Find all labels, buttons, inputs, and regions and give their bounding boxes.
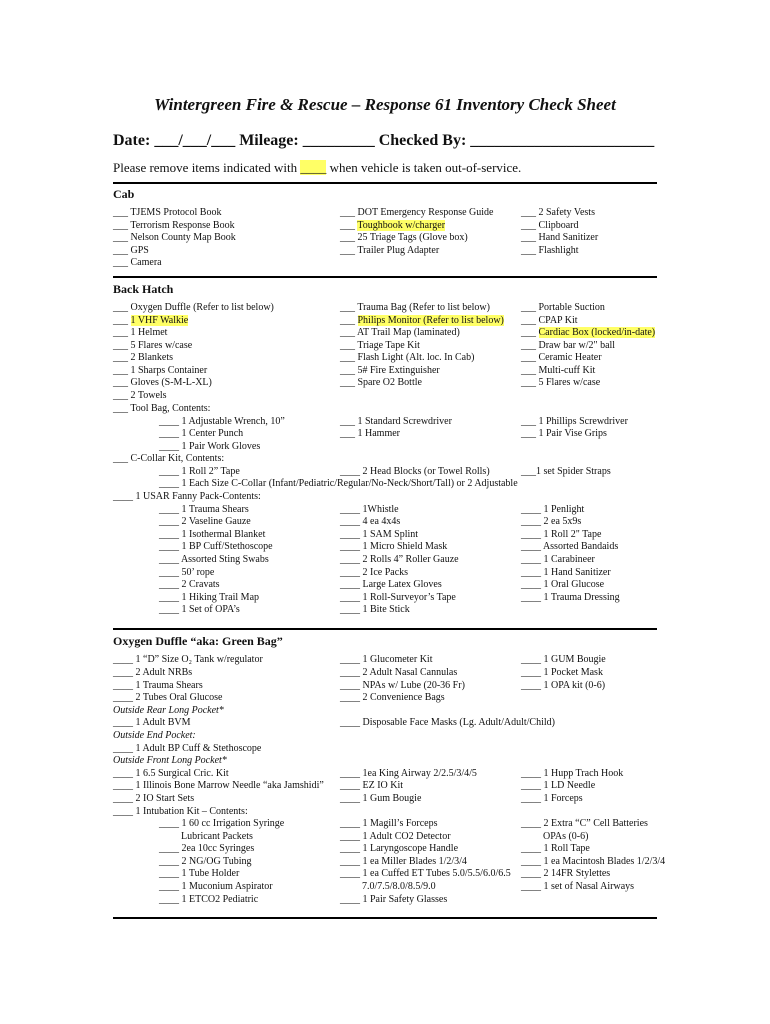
page-title: Wintergreen Fire & Rescue – Response 61 Inventory Check Sheet [154,95,616,114]
checklist-item: ___ Flash Light (Alt. loc. In Cab) [340,352,475,363]
subsection-label: Outside Front Long Pocket* [113,755,227,766]
checklist-item: ____ 2 Vaseline Gauze [159,516,251,527]
checklist-item: ____ 1 Magill’s Forceps [340,818,438,829]
check-blank: ___ [340,220,358,231]
checklist-item: 7.0/7.5/8.0/8.5/9.0 [362,881,436,892]
checklist-item: ____ 1 Pocket Mask [521,667,603,678]
out-of-service-notice [113,160,521,176]
checklist-item: ___ Spare O2 Bottle [340,377,422,388]
checklist-item: ____ Assorted Bandaids [521,541,619,552]
checklist-item: ____ 1 Set of OPA’s [159,604,240,615]
section-heading-oxygen-duffle: Oxygen Duffle “aka: Green Bag” [113,634,283,648]
checklist-item: ___ DOT Emergency Response Guide [340,207,494,218]
checklist-item: ____ 1 ea Cuffed ET Tubes 5.0/5.5/6.0/6.5 [340,868,511,879]
check-blank: ___ [521,327,539,338]
checklist-item: ____ 2 NG/OG Tubing [159,856,252,867]
checklist-item: ___ Ceramic Heater [521,352,602,363]
checklist-item: ___ 2 Towels [113,390,167,401]
checklist-item: ____ 2 Cravats [159,579,220,590]
section-divider [113,917,657,919]
checklist-item: ____ 1 Each Size C-Collar (Infant/Pediatric/Regular/No-Neck/Short/Tall) or 2 Adjustable [159,478,518,489]
checklist-item: ___ 1 Pair Vise Grips [521,428,607,439]
checklist-item: ____ 1 Isothermal Blanket [159,529,266,540]
highlighted-item-label: Philips Monitor (Refer to list below) [357,315,504,326]
checklist-item: ____ 1 Pair Work Gloves [159,441,261,452]
notice-highlight-marker: ____ [300,160,327,175]
checklist-item: ____ 1 USAR Fanny Pack-Contents: [113,491,261,502]
checklist-item: ___1 set Spider Straps [521,466,611,477]
checklist-item: ____ 1 set of Nasal Airways [521,881,635,892]
checklist-item: ____ 1 Intubation Kit – Contents: [113,806,248,817]
checklist-item: ____ 2 Adult Nasal Cannulas [340,667,458,678]
checklist-item: ____ 1 Roll-Surveyor’s Tape [340,592,456,603]
checklist-item: ____ 1 Oral Glucose [521,579,605,590]
highlighted-item-label: 1 VHF Walkie [130,315,189,326]
checklist-item: Lubricant Packets [181,831,253,842]
checklist-item: ____ 1 “D” Size O₂ Tank w/regulator [113,654,263,665]
checklist-item: ____ Disposable Face Masks (Lg. Adult/Adult/Child) [340,717,555,728]
checklist-item: ___ Gloves (S-M-L-XL) [113,377,212,388]
section-divider [113,628,657,630]
section-divider [113,182,657,184]
checklist-item: ____ 1 Muconium Aspirator [159,881,273,892]
date-mileage-checked-by-line: Date: ___/___/___ Mileage: _________ Checked By: _______________________ [113,132,655,149]
checklist-item: ___ Draw bar w/2" ball [521,340,616,351]
section-divider [113,276,657,278]
checklist-item: ____ 1 Carabineer [521,554,595,565]
checklist-item: ___ 5 Flares w/case [113,340,193,351]
checklist-item: ____ 1 Hand Sanitizer [521,567,611,578]
checklist-item: ____ 1 Laryngoscope Handle [340,843,459,854]
checklist-item: ____ 1 Adjustable Wrench, 10” [159,416,285,427]
checklist-item: ____ 2 Convenience Bags [340,692,445,703]
highlighted-item-label: Toughbook w/charger [357,220,446,231]
checklist-item: ___ Flashlight [521,245,579,256]
checklist-item: OPAs (0-6) [543,831,589,842]
checklist-item: ____ 1 Roll 2” Tape [159,466,240,477]
checklist-item: ____ 1 Bite Stick [340,604,410,615]
checklist-item: ____ 1 GUM Bougie [521,654,606,665]
checklist-item [340,220,445,233]
checklist-item: ___ Trailer Plug Adapter [340,245,440,256]
checklist-item: ___ Multi-cuff Kit [521,365,596,376]
checklist-item: ___ Hand Sanitizer [521,232,599,243]
checklist-item: ___ 1 Hammer [340,428,400,439]
check-blank: ___ [113,315,131,326]
checklist-item: ____ 1 SAM Splint [340,529,419,540]
checklist-item: ____ 2 Ice Packs [340,567,409,578]
checklist-item: ____ 1 ea Miller Blades 1/2/3/4 [340,856,467,867]
checklist-item [113,315,188,328]
checklist-item: ____ 1 BP Cuff/Stethoscope [159,541,273,552]
checklist-item: ____ 1 Adult BVM [113,717,191,728]
checklist-item: ____ 1 Trauma Shears [113,680,203,691]
checklist-item: ____ 1 Adult BP Cuff & Stethoscope [113,743,262,754]
checklist-item: ____ 1 ETCO2 Pediatric [159,894,259,905]
checklist-item: ____ 1 60 cc Irrigation Syringe [159,818,285,829]
checklist-item: ____ 2 ea 5x9s [521,516,582,527]
checklist-item: ___ TJEMS Protocol Book [113,207,222,218]
checklist-item: ___ 5 Flares w/case [521,377,601,388]
checklist-item: ____ 1 Trauma Shears [159,504,249,515]
checklist-item: ____ 4 ea 4x4s [340,516,401,527]
checklist-item: ____ 2ea 10cc Syringes [159,843,255,854]
notice-text-before: Please remove items indicated with [113,160,301,175]
checklist-item: ____ 1 Glucometer Kit [340,654,433,665]
checklist-item: ____ Large Latex Gloves [340,579,442,590]
checklist-item: ___ 1 Helmet [113,327,168,338]
checklist-item: ____ 1 Center Punch [159,428,244,439]
checklist-item: ____ Assorted Sting Swabs [159,554,269,565]
checklist-item: ____ 2 Rolls 4” Roller Gauze [340,554,459,565]
checklist-item: ___ Portable Suction [521,302,605,313]
checklist-item: ___ Trauma Bag (Refer to list below) [340,302,490,313]
checklist-item [340,315,504,328]
checklist-item: ____ 1 LD Needle [521,780,596,791]
checklist-item: ____ EZ IO Kit [340,780,404,791]
checklist-item: ____ 50’ rope [159,567,215,578]
checklist-item: ____ 2 IO Start Sets [113,793,195,804]
checklist-item: ___ CPAP Kit [521,315,578,326]
checklist-item: ___ 2 Safety Vests [521,207,595,218]
highlighted-item-label: Cardiac Box (locked/in-date) [538,327,656,338]
checklist-item: ____ 1 Adult CO2 Detector [340,831,451,842]
checklist-item: ____ 1ea King Airway 2/2.5/3/4/5 [340,768,477,779]
checklist-item: ____ 2 14FR Stylettes [521,868,611,879]
checklist-item: ____ 1 Roll Tape [521,843,590,854]
checklist-item: ____ 1Whistle [340,504,399,515]
checklist-item: ____ 2 Head Blocks (or Towel Rolls) [340,466,490,477]
checklist-item: ____ 1 Forceps [521,793,583,804]
checklist-item: ____ 1 Illinois Bone Marrow Needle “aka Jamshidi” [113,780,324,791]
checklist-item: ____ 1 Pair Safety Glasses [340,894,448,905]
checklist-item: ___ Nelson County Map Book [113,232,236,243]
checklist-item: ____ 1 Tube Holder [159,868,240,879]
checklist-item: ___ 1 Standard Screwdriver [340,416,452,427]
checklist-item: ___ 2 Blankets [113,352,173,363]
notice-text-after: when vehicle is taken out-of-service. [326,160,522,175]
checklist-item: ___ AT Trail Map (laminated) [340,327,460,338]
checklist-item: ___ Tool Bag, Contents: [113,403,211,414]
checklist-item: ___ GPS [113,245,149,256]
checklist-item: ___ Oxygen Duffle (Refer to list below) [113,302,274,313]
checklist-item: ____ 2 Tubes Oral Glucose [113,692,223,703]
checklist-item: ____ 1 Roll 2" Tape [521,529,602,540]
checklist-item: ___ Triage Tape Kit [340,340,420,351]
checklist-item: ____ 1 Hiking Trail Map [159,592,260,603]
subsection-label: Outside Rear Long Pocket* [113,705,224,716]
checklist-item: ____ 1 6.5 Surgical Cric. Kit [113,768,229,779]
checklist-item: ___ 25 Triage Tags (Glove box) [340,232,468,243]
checklist-item: ____ 1 ea Macintosh Blades 1/2/3/4 [521,856,666,867]
checklist-item: ___ Terrorism Response Book [113,220,235,231]
subsection-label: Outside End Pocket: [113,730,196,741]
checklist-item: ___ 5# Fire Extinguisher [340,365,440,376]
checklist-item: ___ Camera [113,257,162,268]
checklist-item: ____ 1 Penlight [521,504,585,515]
checklist-item: ____ 2 Adult NRBs [113,667,193,678]
checklist-item: ____ 1 Trauma Dressing [521,592,620,603]
section-heading-back-hatch: Back Hatch [113,282,174,296]
checklist-item: ____ 1 Micro Shield Mask [340,541,448,552]
check-blank: ___ [340,315,358,326]
checklist-item [521,327,655,340]
checklist-item: ____ 2 Extra “C” Cell Batteries [521,818,648,829]
section-heading-cab: Cab [113,187,135,201]
checklist-item: ____ 1 Gum Bougie [340,793,422,804]
checklist-item: ___ 1 Sharps Container [113,365,208,376]
checklist-item: ____ 1 OPA kit (0-6) [521,680,606,691]
checklist-item: ___ C-Collar Kit, Contents: [113,453,225,464]
checklist-item: ___ 1 Phillips Screwdriver [521,416,628,427]
checklist-item: ___ Clipboard [521,220,579,231]
checklist-item: ____ 1 Hupp Trach Hook [521,768,624,779]
checklist-item: ____ NPAs w/ Lube (20-36 Fr) [340,680,465,691]
